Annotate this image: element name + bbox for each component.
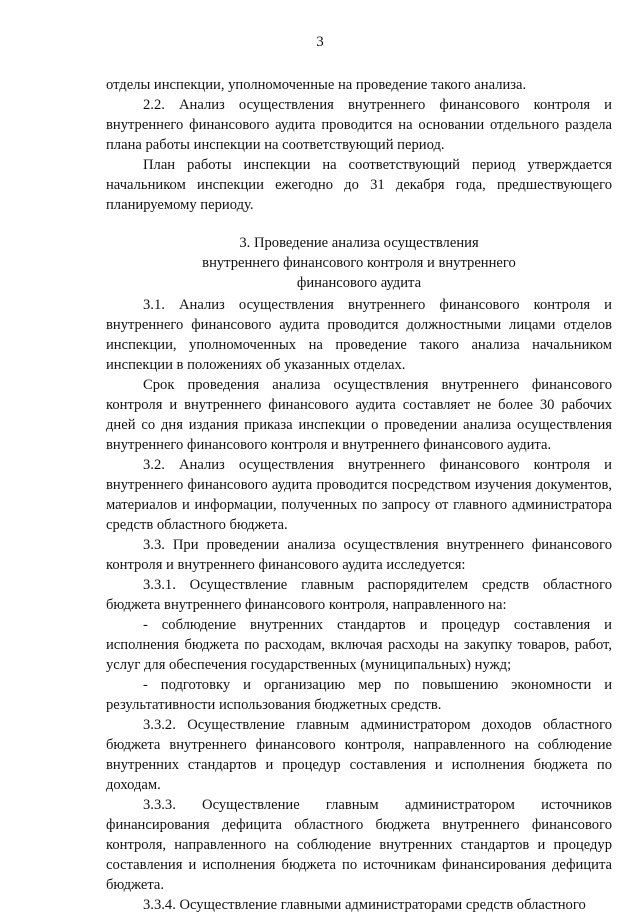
heading-line: 3. Проведение анализа осуществления <box>239 235 479 251</box>
paragraph: 3.3.4. Осуществление главными администраторами средств областного <box>143 897 586 913</box>
section-3-heading <box>106 233 612 293</box>
heading-line: внутреннего финансового контроля и внутреннего <box>202 255 516 271</box>
paragraph: 3.3. При проведении анализа осуществления внутреннего финансового контроля и внутреннего финансового аудита исследуется: <box>106 537 612 573</box>
paragraph: 3.3.1. Осуществление главным распорядителем средств областного бюджета внутреннего финансового контроля, направленного на: <box>106 577 612 613</box>
heading-line: финансового аудита <box>296 275 422 291</box>
page-number: 3 <box>316 34 324 50</box>
paragraph: - подготовку и организацию мер по повышению экономности и результативности использования бюджетных средств. <box>106 677 612 713</box>
paragraph: Срок проведения анализа осуществления внутреннего финансового контроля и внутреннего финансового аудита составляет не более 30 рабочих дней со дня издания приказа инспекции о проведении анализа осуществления внутреннего финансового контроля и внутреннего финансового аудита. <box>106 377 612 453</box>
section-2-continuation <box>106 75 612 215</box>
section-3-body <box>106 295 612 915</box>
paragraph: отделы инспекции, уполномоченные на проведение такого анализа. <box>106 77 527 93</box>
paragraph: 2.2. Анализ осуществления внутреннего финансового контроля и внутреннего финансового аудита проводится на основании отдельного раздела плана работы инспекции на соответствующий период. <box>106 97 612 153</box>
paragraph: 3.3.3. Осуществление главным администратором источников финансирования дефицита областного бюджета внутреннего финансового контроля, направленного на соблюдение внутренних стандартов и процедур составления и исполнения бюджета по источникам финансирования дефицита бюджета. <box>106 797 612 893</box>
paragraph: - соблюдение внутренних стандартов и процедур составления и исполнения бюджета по расходам, включая расходы на закупку товаров, работ, услуг для обеспечения государственных (муниципальных) нужд; <box>106 617 612 673</box>
paragraph: 3.3.2. Осуществление главным администратором доходов областного бюджета внутреннего финансового контроля, направленного на соблюдение внутренних стандартов и процедур составления и исполнения бюджета по доходам. <box>106 717 612 793</box>
paragraph: 3.1. Анализ осуществления внутреннего финансового контроля и внутреннего финансового аудита проводится должностными лицами отделов инспекции, уполномоченных на проведение такого анализа начальником инспекции в положениях об указанных отделах. <box>106 297 612 373</box>
paragraph: 3.2. Анализ осуществления внутреннего финансового контроля и внутреннего финансового аудита проводится посредством изучения документов, материалов и информации, полученных по запросу от главного администратора средств областного бюджета. <box>106 457 612 533</box>
paragraph: План работы инспекции на соответствующий период утверждается начальником инспекции ежегодно до 31 декабря года, предшествующего планируемому периоду. <box>106 157 612 213</box>
